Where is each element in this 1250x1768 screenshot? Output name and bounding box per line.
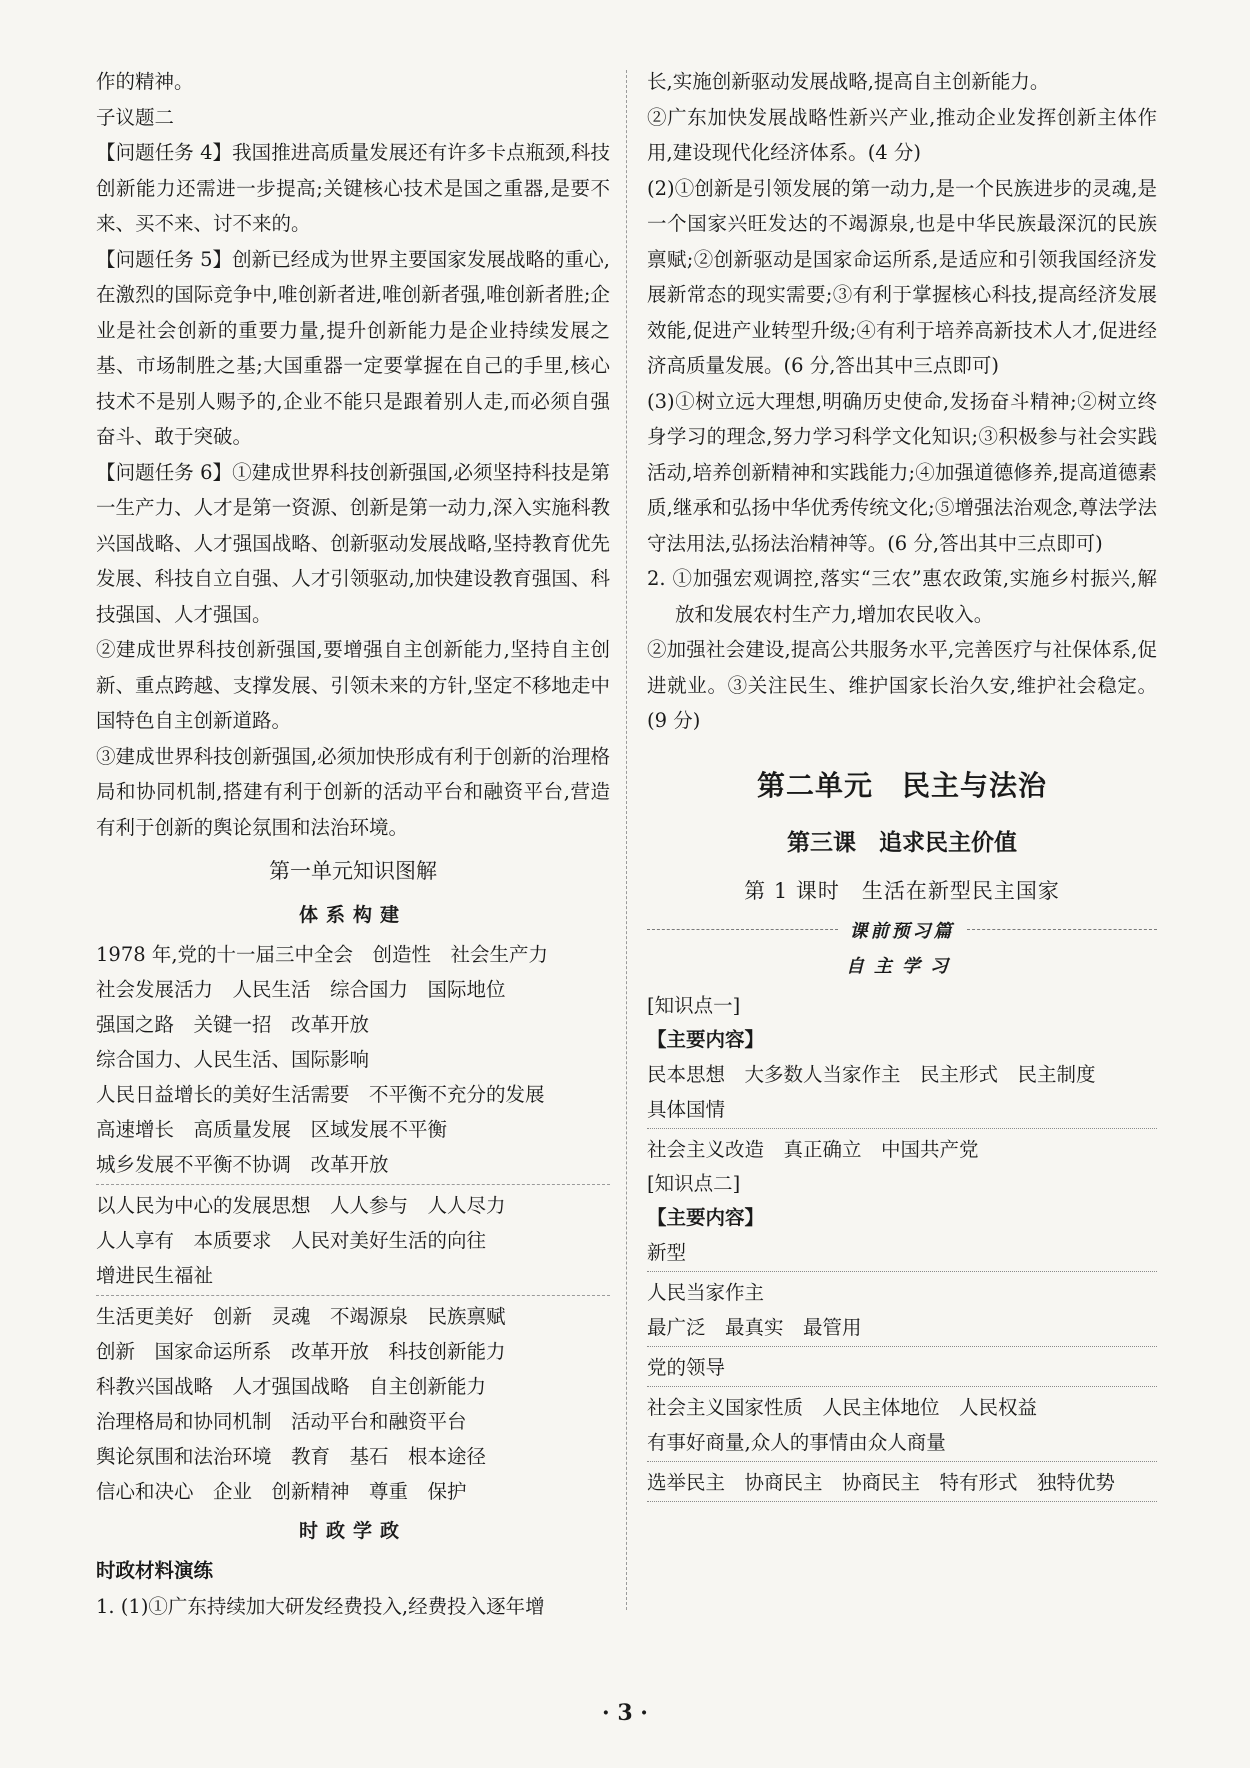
- answer-3: (3)①树立远大理想,明确历史使命,发扬奋斗精神;②树立终身学习的理念,努力学习科学文化知识;③积极参与社会实践活动,培养创新精神和实践能力;④加强道德修养,提高道德素质,继承和弘扬中华优秀传统文化;⑤增强法治观念,尊法学法守法用法,弘扬法治精神等。(6 分,答出其中三点即可): [647, 389, 1157, 555]
- dashed-separator: [96, 1184, 610, 1185]
- list-item: 新型: [647, 1240, 687, 1264]
- list-item: 创新 国家命运所系 改革开放 科技创新能力: [96, 1340, 506, 1363]
- question-2-answer-cont: ②加强社会建设,提高公共服务水平,完善医疗与社保体系,促进就业。③关注民生、维护国家长治久安,维护社会稳定。(9 分): [647, 638, 1157, 732]
- question-2-answer: 2. ①加强宏观调控,落实“三农”惠农政策,实施乡村振兴,解放和发展农村生产力,增加农民收入。: [647, 567, 1157, 626]
- banner-dash: [967, 929, 1158, 930]
- list-item: 有事好商量,众人的事情由众人商量: [647, 1430, 946, 1454]
- dotted-separator: [647, 1271, 1157, 1272]
- answer-group-3: [96, 1299, 610, 1509]
- list-item: 选举民主 协商民主 协商民主 特有形式 独特优势: [647, 1470, 1116, 1494]
- banner-dash: [647, 929, 838, 930]
- paragraph: 长,实施创新驱动发展战略,提高自主创新能力。: [647, 70, 1050, 93]
- list-item: 以人民为中心的发展思想 人人参与 人人尽力: [96, 1194, 506, 1217]
- answer-group-2: [96, 1188, 610, 1293]
- list-item: 社会主义改造 真正确立 中国共产党: [647, 1137, 979, 1161]
- task-5-paragraph: 【问题任务 5】创新已经成为世界主要国家发展战略的重心,在激烈的国际竞争中,唯创新者进,唯创新者强,唯创新者胜;企业是社会创新的重要力量,提升创新能力是企业持续发展之基、市场制胜之基;大国重器一定要掌握在自己的手里,核心技术不是别人赐予的,企业不能只是跟着别人走,而必须自强奋斗、敢于突破。: [96, 247, 610, 448]
- right-column: [647, 64, 1157, 1505]
- paragraph: 作的精神。: [96, 70, 194, 93]
- list-item: 综合国力、人民生活、国际影响: [96, 1048, 370, 1071]
- list-item: 生活更美好 创新 灵魂 不竭源泉 民族禀赋: [96, 1305, 506, 1328]
- list-item: 增进民生福祉: [96, 1264, 214, 1287]
- dotted-separator: [647, 1461, 1157, 1462]
- list-item: 具体国情: [647, 1097, 726, 1121]
- task-6-point-2: ②建成世界科技创新强国,要增强自主创新能力,坚持自主创新、重点跨越、支撑发展、引领未来的方针,坚定不移地走中国特色自主创新道路。: [96, 638, 610, 732]
- list-item: 信心和决心 企业 创新精神 尊重 保护: [96, 1480, 467, 1503]
- material-practice-heading: 时政材料演练: [96, 1559, 214, 1582]
- paragraph: ②广东加快发展战略性新兴产业,推动企业发挥创新主体作用,建设现代化经济体系。(4 分): [647, 105, 1157, 164]
- question-1-start: 1. (1)①广东持续加大研发经费投入,经费投入逐年增: [96, 1595, 545, 1618]
- list-item: 最广泛 最真实 最管用: [647, 1315, 862, 1339]
- list-item: 人民当家作主: [647, 1280, 765, 1304]
- list-item: 治理格局和协同机制 活动平台和融资平台: [96, 1410, 467, 1433]
- sub-topic-heading: 子议题二: [96, 105, 175, 129]
- politics-study-title: 时政学政: [298, 1520, 407, 1542]
- preview-banner-label: 课前预习篇: [849, 920, 955, 942]
- dashed-separator: [96, 1295, 610, 1296]
- column-divider: [626, 70, 627, 1610]
- task-4-paragraph: 【问题任务 4】我国推进高质量发展还有许多卡点瓶颈,科技创新能力还需进一步提高;关键核心技术是国之重器,是要不来、买不来、讨不来的。: [96, 141, 610, 235]
- knowledge-point-2: [知识点二]: [647, 1171, 741, 1195]
- answer-group-1: [96, 937, 610, 1182]
- left-column: [96, 64, 610, 1624]
- list-item: 人民日益增长的美好生活需要 不平衡不充分的发展: [96, 1083, 545, 1106]
- list-item: 科教兴国战略 人才强国战略 自主创新能力: [96, 1375, 487, 1398]
- period-title: 第 1 课时 生活在新型民主国家: [744, 878, 1060, 903]
- main-content-label: 【主要内容】: [647, 1027, 765, 1051]
- unit-title: 第二单元 民主与法治: [756, 768, 1047, 802]
- dotted-separator: [647, 1501, 1157, 1502]
- main-content-label: 【主要内容】: [647, 1205, 765, 1229]
- answer-2: (2)①创新是引领发展的第一动力,是一个民族进步的灵魂,是一个国家兴旺发达的不竭源泉,也是中华民族最深沉的民族禀赋;②创新驱动是国家命运所系,是适应和引领我国经济发展新常态的现实需要;③有利于掌握核心科技,提高经济发展效能,促进产业转型升级;④有利于培养高新技术人才,促进经济高质量发展。(6 分,答出其中三点即可): [647, 176, 1157, 377]
- list-item: 1978 年,党的十一届三中全会 创造性 社会生产力: [96, 943, 549, 966]
- list-item: 高速增长 高质量发展 区域发展不平衡: [96, 1118, 448, 1141]
- list-item: 党的领导: [647, 1355, 726, 1379]
- page-number: · 3 ·: [602, 1700, 648, 1726]
- task-6-point-3: ③建成世界科技创新强国,必须加快形成有利于创新的治理格局和协同机制,搭建有利于创新的活动平台和融资平台,营造有利于创新的舆论氛围和法治环境。: [96, 744, 610, 839]
- lesson-title: 第三课 追求民主价值: [787, 829, 1017, 856]
- list-item: 人人享有 本质要求 人民对美好生活的向往: [96, 1229, 487, 1252]
- dotted-separator: [647, 1346, 1157, 1347]
- self-study-title: 自主学习: [846, 955, 958, 977]
- system-construction-title: 体系构建: [298, 904, 407, 926]
- list-item: 城乡发展不平衡不协调 改革开放: [96, 1153, 389, 1176]
- dotted-separator: [647, 1386, 1157, 1387]
- preview-banner: [647, 917, 1157, 943]
- list-item: 民本思想 大多数人当家作主 民主形式 民主制度: [647, 1062, 1096, 1086]
- unit-diagram-title: 第一单元知识图解: [269, 859, 437, 883]
- task-6-paragraph: 【问题任务 6】①建成世界科技创新强国,必须坚持科技是第一生产力、人才是第一资源、创新是第一动力,深入实施科教兴国战略、人才强国战略、创新驱动发展战略,坚持教育优先发展、科技自立自强、人才引领驱动,加快建设教育强国、科技强国、人才强国。: [96, 460, 610, 626]
- dotted-separator: [647, 1128, 1157, 1129]
- list-item: 舆论氛围和法治环境 教育 基石 根本途径: [96, 1445, 487, 1468]
- list-item: 社会主义国家性质 人民主体地位 人民权益: [647, 1395, 1038, 1419]
- knowledge-point-1: [知识点一]: [647, 993, 741, 1017]
- list-item: 强国之路 关键一招 改革开放: [96, 1013, 370, 1036]
- list-item: 社会发展活力 人民生活 综合国力 国际地位: [96, 978, 506, 1001]
